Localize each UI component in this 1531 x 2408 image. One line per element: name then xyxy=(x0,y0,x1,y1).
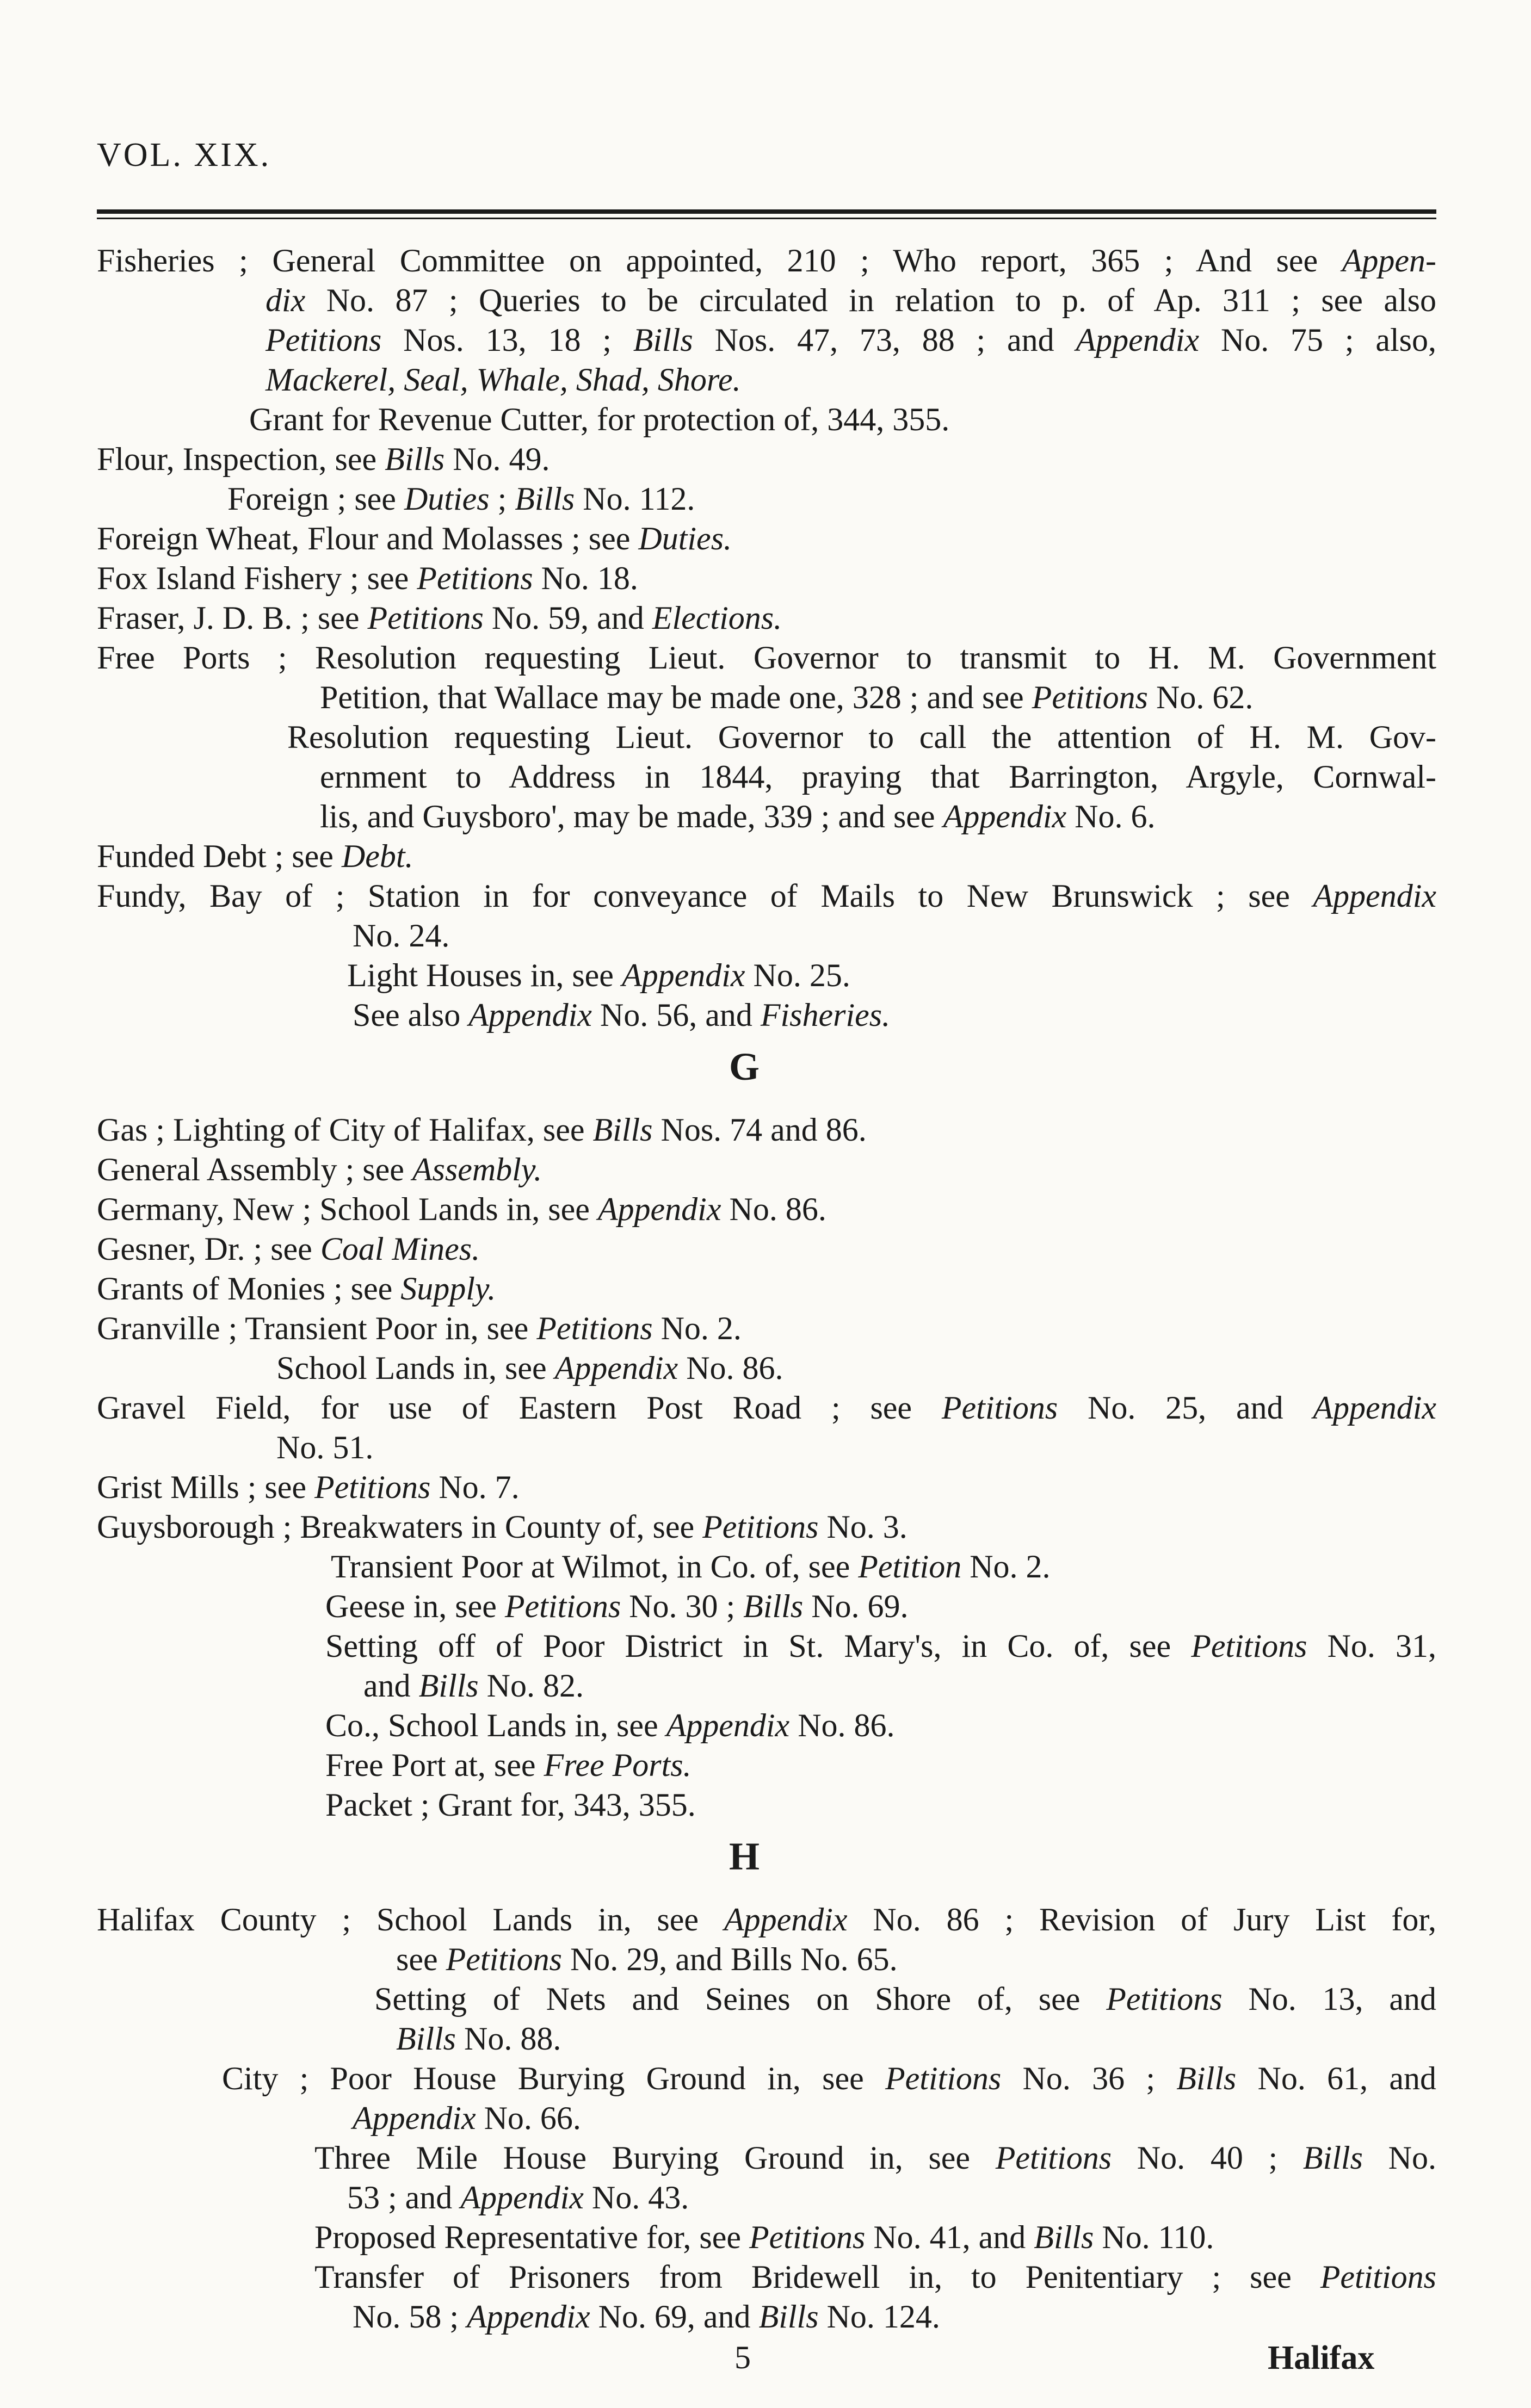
index-line: Co., School Lands in, see Appendix No. 86. xyxy=(325,1707,895,1743)
index-line: Grist Mills ; see Petitions No. 7. xyxy=(97,1469,520,1505)
catchword: Halifax xyxy=(1268,2339,1375,2376)
index-line: dix No. 87 ; Queries to be circulated in relation to p. of Ap. 311 ; see also xyxy=(266,282,1436,318)
index-line: Geese in, see Petitions No. 30 ; Bills No. 69. xyxy=(325,1588,909,1624)
index-line: Mackerel, Seal, Whale, Shad, Shore. xyxy=(266,362,741,398)
index-line: Funded Debt ; see Debt. xyxy=(97,838,413,874)
index-line: Free Ports ; Resolution requesting Lieut. Governor to transmit to H. M. Government xyxy=(97,640,1436,676)
index-line: No. 51. xyxy=(276,1429,374,1465)
index-line: Gas ; Lighting of City of Halifax, see Bills Nos. 74 and 86. xyxy=(97,1112,867,1148)
index-line: lis, and Guysboro', may be made, 339 ; and see Appendix No. 6. xyxy=(320,798,1156,834)
section-letter: G xyxy=(729,1045,760,1088)
index-line: Gesner, Dr. ; see Coal Mines. xyxy=(97,1231,480,1267)
index-line: Guysborough ; Breakwaters in County of, see Petitions No. 3. xyxy=(97,1509,908,1545)
index-line: Fox Island Fishery ; see Petitions No. 18. xyxy=(97,560,638,596)
index-line: Granville ; Transient Poor in, see Petitions No. 2. xyxy=(97,1310,742,1346)
index-line: City ; Poor House Burying Ground in, see Petitions No. 36 ; Bills No. 61, and xyxy=(222,2060,1436,2096)
index-line: Grants of Monies ; see Supply. xyxy=(97,1271,496,1307)
index-line: Resolution requesting Lieut. Governor to call the attention of H. M. Gov- xyxy=(287,719,1436,755)
index-line: Proposed Representative for, see Petitions No. 41, and Bills No. 110. xyxy=(314,2219,1214,2255)
index-line: Foreign ; see Duties ; Bills No. 112. xyxy=(227,481,695,517)
index-line: No. 24. xyxy=(353,918,450,954)
page-number: 5 xyxy=(734,2339,751,2375)
index-line: Fraser, J. D. B. ; see Petitions No. 59, and Elections. xyxy=(97,600,782,636)
index-line: Petitions Nos. 13, 18 ; Bills Nos. 47, 73, 88 ; and Appendix No. 75 ; also, xyxy=(266,322,1436,358)
index-line: School Lands in, see Appendix No. 86. xyxy=(276,1350,783,1386)
index-line: Germany, New ; School Lands in, see Appendix No. 86. xyxy=(97,1191,826,1227)
index-line: Fisheries ; General Committee on appointed, 210 ; Who report, 365 ; And see Appen- xyxy=(97,243,1436,278)
index-line: Setting off of Poor District in St. Mary's, in Co. of, see Petitions No. 31, xyxy=(325,1628,1436,1664)
index-line: Bills No. 88. xyxy=(396,2021,561,2057)
index-line: Light Houses in, see Appendix No. 25. xyxy=(347,957,850,993)
index-line: Fundy, Bay of ; Station in for conveyance of Mails to New Brunswick ; see Appendix xyxy=(97,878,1436,914)
index-line: Appendix No. 66. xyxy=(353,2100,581,2136)
index-line: 53 ; and Appendix No. 43. xyxy=(347,2180,689,2215)
index-line: ernment to Address in 1844, praying that Barrington, Argyle, Cornwal- xyxy=(320,759,1436,795)
index-line: Flour, Inspection, see Bills No. 49. xyxy=(97,441,550,477)
index-line: Transfer of Prisoners from Bridewell in, to Penitentiary ; see Petitions xyxy=(314,2259,1436,2295)
section-letter: H xyxy=(729,1835,760,1878)
index-line: See also Appendix No. 56, and Fisheries. xyxy=(353,997,891,1033)
header-rule-thin xyxy=(97,218,1436,219)
index-line: and Bills No. 82. xyxy=(363,1668,584,1704)
index-line: Grant for Revenue Cutter, for protection of, 344, 355. xyxy=(249,401,950,437)
index-line: Transient Poor at Wilmot, in Co. of, see Petition No. 2. xyxy=(331,1549,1051,1584)
index-line: Packet ; Grant for, 343, 355. xyxy=(325,1787,696,1823)
index-line: Free Port at, see Free Ports. xyxy=(325,1747,692,1783)
index-line: Setting of Nets and Seines on Shore of, see Petitions No. 13, and xyxy=(374,1981,1436,2017)
index-line: see Petitions No. 29, and Bills No. 65. xyxy=(396,1941,898,1977)
index-line: Foreign Wheat, Flour and Molasses ; see Duties. xyxy=(97,521,732,556)
index-line: Three Mile House Burying Ground in, see Petitions No. 40 ; Bills No. xyxy=(314,2140,1436,2176)
index-line: Gravel Field, for use of Eastern Post Road ; see Petitions No. 25, and Appendix xyxy=(97,1390,1436,1426)
index-line: Petition, that Wallace may be made one, 328 ; and see Petitions No. 62. xyxy=(320,679,1254,715)
index-line: Halifax County ; School Lands in, see Appendix No. 86 ; Revision of Jury List for, xyxy=(97,1902,1436,1937)
index-line: General Assembly ; see Assembly. xyxy=(97,1152,542,1187)
running-head: VOL. XIX. xyxy=(97,137,271,174)
index-line: No. 58 ; Appendix No. 69, and Bills No. 124. xyxy=(353,2299,940,2335)
header-rule-thick xyxy=(97,209,1436,214)
